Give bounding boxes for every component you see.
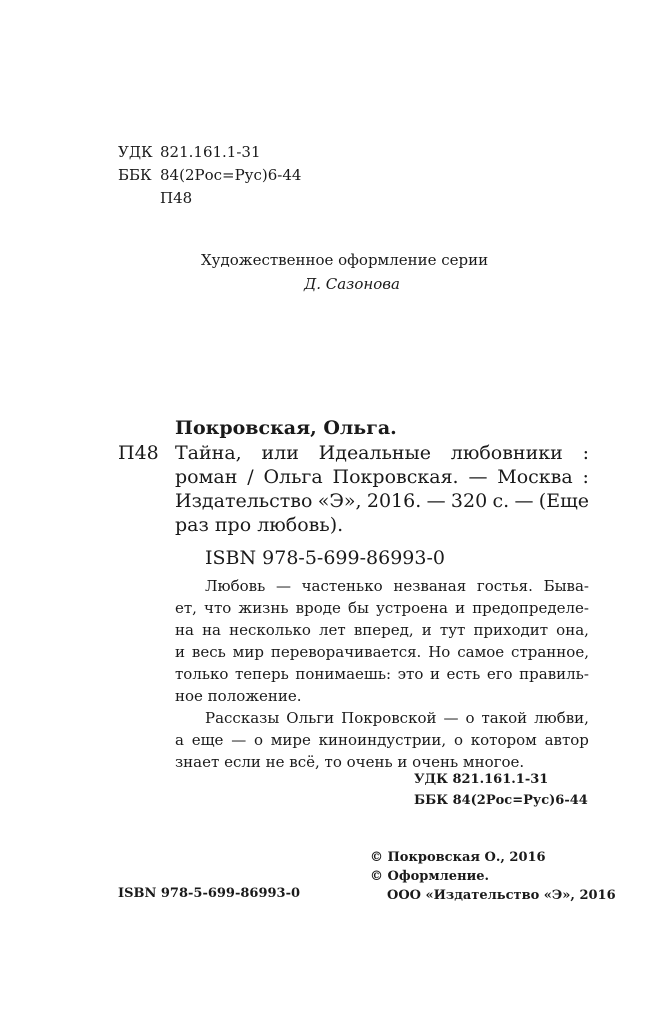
- word: 320: [450, 490, 488, 512]
- catalog-desc-line-4: раз про любовь).: [175, 514, 344, 536]
- word: Москва: [497, 466, 573, 488]
- word: о: [465, 709, 475, 727]
- bottom-udk: УДК 821.161.1-31: [414, 772, 549, 787]
- annotation-line-2: [175, 597, 589, 619]
- catalog-mark: П48: [118, 442, 159, 464]
- word: Издательство: [175, 490, 313, 512]
- annotation-line-7: [175, 707, 589, 729]
- word: —: [275, 577, 291, 595]
- word: с.: [492, 490, 510, 512]
- word: —: [468, 466, 488, 488]
- footer-isbn: ISBN 978-5-699-86993-0: [118, 886, 301, 901]
- word: только: [175, 665, 229, 683]
- word: Тайна,: [175, 442, 242, 464]
- annotation-line-6: ное положение.: [175, 687, 302, 705]
- annotation-line-3: [175, 619, 589, 641]
- word: киноиндустрии,: [318, 731, 447, 749]
- catalog-desc-line-2: [175, 465, 589, 489]
- word: вроде: [295, 599, 341, 617]
- word: автор: [544, 731, 589, 749]
- word: /: [247, 466, 254, 488]
- word: Покровской: [341, 709, 437, 727]
- annotation: [175, 575, 589, 773]
- word: любовники: [450, 442, 563, 464]
- word: 2016.: [366, 490, 422, 512]
- catalog-description: [175, 441, 589, 537]
- word: и: [421, 621, 432, 639]
- word: предопределе-: [472, 599, 589, 617]
- word: она,: [556, 621, 589, 639]
- word: роман: [175, 466, 238, 488]
- word: о: [253, 731, 263, 749]
- word: что: [204, 599, 232, 617]
- udk-label: УДК: [118, 143, 153, 161]
- word: понимаешь:: [295, 665, 392, 683]
- word: —: [426, 490, 446, 512]
- word: частенько: [301, 577, 383, 595]
- word: Покровская.: [332, 466, 459, 488]
- word: «Э»,: [317, 490, 362, 512]
- word: переворачивается.: [270, 643, 422, 661]
- bottom-bbk: ББК 84(2Рос=Рус)6-44: [414, 793, 588, 808]
- catalog-isbn: ISBN 978-5-699-86993-0: [205, 547, 445, 569]
- word: Рассказы: [205, 709, 280, 727]
- word: Но: [428, 643, 451, 661]
- word: устроена: [376, 599, 448, 617]
- word: —: [231, 731, 247, 749]
- copyright-author: © Покровская О., 2016: [370, 850, 546, 865]
- word: —: [514, 490, 534, 512]
- word: Быва-: [543, 577, 589, 595]
- word: мире: [270, 731, 311, 749]
- catalog-desc-line-1: [175, 441, 589, 465]
- word: котором: [470, 731, 537, 749]
- word: и: [429, 665, 440, 683]
- copyright-design: © Оформление.: [370, 869, 490, 884]
- word: несколько: [229, 621, 311, 639]
- word: правиль-: [519, 665, 589, 683]
- catalog-desc-line-3: [175, 489, 589, 513]
- word: тут: [439, 621, 466, 639]
- word: такой: [481, 709, 528, 727]
- annotation-line-5: [175, 663, 589, 685]
- word: Ольги: [286, 709, 335, 727]
- annotation-line-1: [175, 575, 589, 597]
- word: гостья.: [476, 577, 533, 595]
- word: любви,: [534, 709, 589, 727]
- word: весь: [191, 643, 226, 661]
- word: теперь: [235, 665, 289, 683]
- word: а: [175, 731, 184, 749]
- word: жизнь: [238, 599, 289, 617]
- word: и: [455, 599, 466, 617]
- author-mark: П48: [160, 189, 193, 207]
- word: странное,: [511, 643, 589, 661]
- word: лет: [319, 621, 346, 639]
- word: :: [582, 466, 589, 488]
- word: мир: [232, 643, 264, 661]
- word: есть: [446, 665, 481, 683]
- word: на: [175, 621, 194, 639]
- word: Любовь: [205, 577, 266, 595]
- word: еще: [191, 731, 224, 749]
- word: (Еще: [538, 490, 589, 512]
- word: незваная: [393, 577, 467, 595]
- catalog-author: Покровская, Ольга.: [175, 417, 397, 439]
- annotation-line-9: знает если не всё, то очень и очень многое.: [175, 753, 525, 771]
- word: вперед,: [353, 621, 414, 639]
- word: Идеальные: [318, 442, 431, 464]
- word: Ольга: [263, 466, 323, 488]
- annotation-line-8: [175, 729, 589, 751]
- word: это: [397, 665, 424, 683]
- word: —: [443, 709, 459, 727]
- word: ет,: [175, 599, 197, 617]
- word: бы: [347, 599, 369, 617]
- word: и: [175, 643, 185, 661]
- series-design-name: Д. Сазонова: [304, 275, 400, 293]
- word: о: [453, 731, 463, 749]
- word: самое: [457, 643, 505, 661]
- bbk-label: ББК: [118, 166, 152, 184]
- annotation-line-4: [175, 641, 589, 663]
- copyright-publisher: ООО «Издательство «Э», 2016: [387, 888, 616, 903]
- word: :: [582, 442, 589, 464]
- word: или: [261, 442, 299, 464]
- bbk-value: 84(2Рос=Рус)6-44: [160, 166, 302, 184]
- word: на: [202, 621, 222, 639]
- series-design-label: Художественное оформление серии: [201, 251, 489, 269]
- word: его: [486, 665, 513, 683]
- word: приходит: [473, 621, 549, 639]
- udk-value: 821.161.1-31: [160, 143, 261, 161]
